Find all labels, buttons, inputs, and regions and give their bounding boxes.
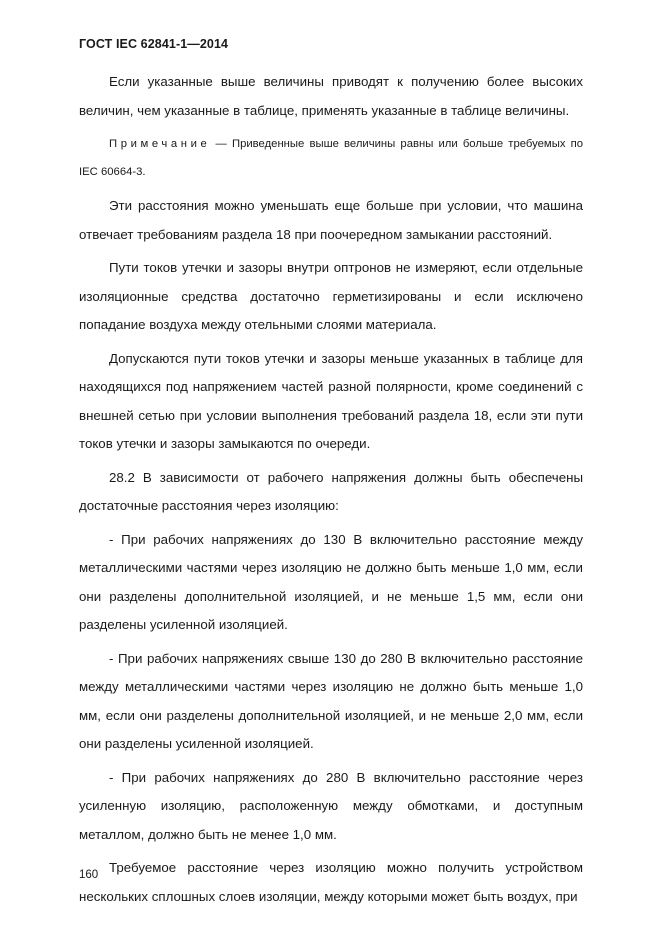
list-item-windings-280v: - При рабочих напряжениях до 280 В включительно расстояние через усиленную изоляцию, расположенную между обмотками, и доступным металлом, должно быть не менее 1,0 мм.	[79, 769, 583, 842]
document-body	[79, 68, 583, 916]
document-header: ГОСТ IEC 62841-1—2014	[79, 37, 229, 51]
paragraph-values-rule: Если указанные выше величины приводят к получению более высоких величин, чем указанные в таблице, применять указанные в таблице величины.	[79, 74, 583, 118]
paragraph-section-28-2: 28.2 В зависимости от рабочего напряжения должны быть обеспечены достаточные расстояния через изоляцию:	[79, 469, 583, 513]
note-text: — Приведенные выше величины равны или больше требуемых по IEC 60664-3.	[79, 138, 583, 178]
note-label: Примечание	[109, 138, 211, 150]
paragraph-insulation-layers: Требуемое расстояние через изоляцию можно получить устройством нескольких сплошных слоев изоляции, между которыми может быть воздух, при	[79, 860, 583, 904]
paragraph-reduce-distances: Эти расстояния можно уменьшать еще больше при условии, что машина отвечает требованиям раздела 18 при поочередном замыкании расстояний.	[79, 198, 583, 242]
paragraph-optocouplers: Пути токов утечки и зазоры внутри оптронов не измеряют, если отдельные изоляционные средства достаточно герметизированы и если исключено попадание воздуха между отельными слоями материала.	[79, 260, 583, 332]
list-item-130-to-280v: - При рабочих напряжениях свыше 130 до 280 В включительно расстояние между металлическими частями через изоляцию не должно быть меньше 1,0 мм, если они разделены дополнительной изоляцией, и не меньше 2,0 мм, если они разделены усиленной изоляцией.	[79, 650, 583, 751]
note-paragraph	[79, 130, 583, 186]
paragraph-smaller-creepage: Допускаются пути токов утечки и зазоры меньше указанных в таблице для находящихся под напряжением частей разной полярности, кроме соединений с внешней сетью при условии выполнения требований раздела 18, если эти пути токов утечки и зазоры замыкаются по очереди.	[79, 350, 583, 451]
list-item-up-to-130v: - При рабочих напряжениях до 130 В включительно расстояние между металлическими частями через изоляцию не должно быть меньше 1,0 мм, если они разделены дополнительной изоляцией, и не меньше 1,5 мм, если они разделены усиленной изоляцией.	[79, 531, 583, 632]
page-number: 160	[79, 869, 99, 881]
